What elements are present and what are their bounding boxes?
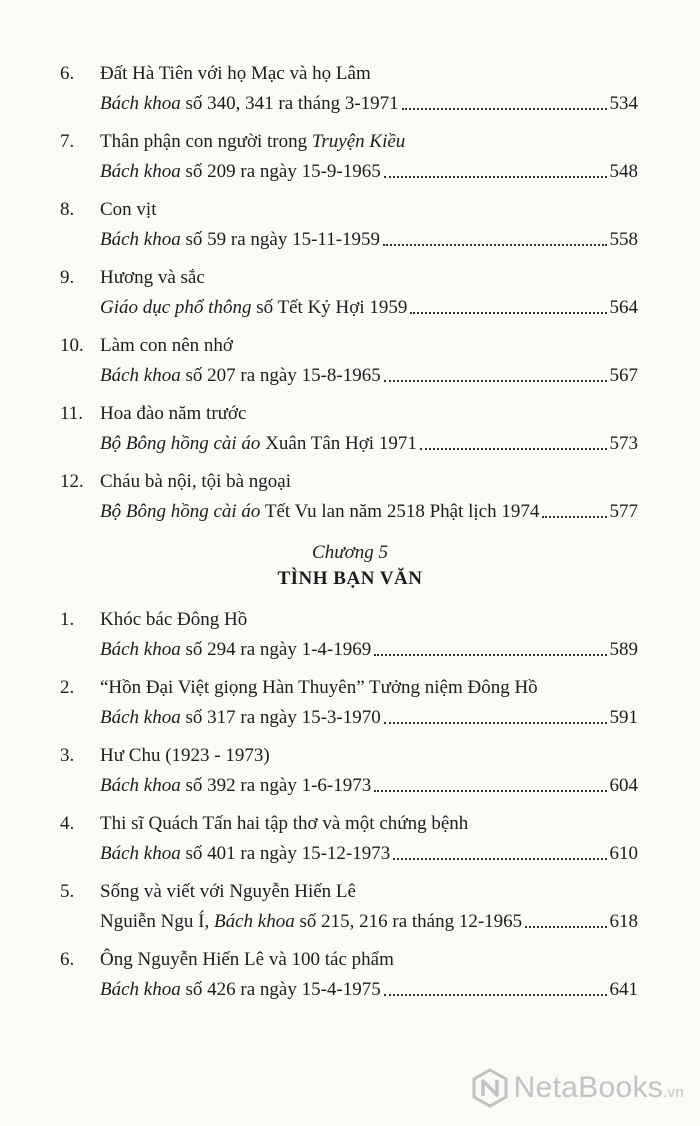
entry-title-part: Thi sĩ Quách Tấn hai tập thơ và một chứng bệnh bbox=[100, 813, 469, 834]
entry-source-line bbox=[100, 160, 638, 184]
chapter-label: Chương 5 bbox=[312, 542, 388, 563]
dot-leader bbox=[525, 926, 606, 928]
entry-source-part: Bộ Bông hồng cài áo bbox=[100, 433, 261, 454]
entry-title-part: Truyện Kiều bbox=[311, 131, 406, 152]
entry-source bbox=[100, 706, 381, 730]
entry-title-part: Sống và viết với Nguyễn Hiến Lê bbox=[100, 881, 356, 902]
entry-source-part: Bách khoa bbox=[100, 365, 181, 386]
entry-number: 7. bbox=[60, 131, 75, 152]
entry-source-part: số 317 ra ngày 15-3-1970 bbox=[180, 707, 381, 728]
entry-page-number: 567 bbox=[609, 365, 638, 386]
entry-number: 1. bbox=[60, 609, 75, 630]
dot-leader bbox=[393, 858, 606, 860]
entry-number: 12. bbox=[60, 471, 84, 492]
entry-number: 2. bbox=[60, 677, 75, 698]
entry-title bbox=[100, 470, 291, 494]
entry-source-part: Nguiễn Ngu Í, bbox=[100, 911, 214, 932]
entry-page-number: 610 bbox=[609, 843, 638, 864]
entry-source-part: số 340, 341 ra tháng 3-1971 bbox=[180, 93, 399, 114]
entry-page-number: 577 bbox=[609, 501, 638, 522]
entry-source-line bbox=[100, 706, 638, 730]
entry-source-part: số 294 ra ngày 1-4-1969 bbox=[180, 639, 372, 660]
entry-source-part: số 426 ra ngày 15-4-1975 bbox=[180, 979, 381, 1000]
entry-source bbox=[100, 364, 381, 388]
entry-source-part: Bách khoa bbox=[100, 639, 181, 660]
entry-number: 8. bbox=[60, 199, 75, 220]
entry-source-line bbox=[100, 774, 638, 798]
dot-leader bbox=[402, 108, 607, 110]
entry-source-line bbox=[100, 500, 638, 524]
entry-source-part: số Tết Kỷ Hợi 1959 bbox=[251, 297, 408, 318]
entry-source bbox=[100, 92, 399, 116]
entry-page-number: 534 bbox=[609, 93, 638, 114]
entry-title bbox=[100, 744, 270, 768]
entry-source-line bbox=[100, 842, 638, 866]
dot-leader bbox=[384, 380, 607, 382]
entry-title bbox=[100, 812, 468, 836]
dot-leader bbox=[374, 654, 606, 656]
entry-source-part: Tết Vu lan năm 2518 Phật lịch 1974 bbox=[260, 501, 540, 522]
entry-number: 6. bbox=[60, 63, 75, 84]
entry-source-line bbox=[100, 978, 638, 1002]
entry-title bbox=[100, 198, 156, 222]
entry-source-part: Giáo dục phổ thông bbox=[100, 297, 252, 318]
watermark bbox=[470, 1068, 684, 1108]
watermark-suffix: .vn bbox=[663, 1084, 684, 1101]
dot-leader bbox=[384, 994, 607, 996]
entry-source-part: Xuân Tân Hợi 1971 bbox=[260, 433, 417, 454]
entry-title bbox=[100, 130, 405, 154]
entry-number: 3. bbox=[60, 745, 75, 766]
entry-source-part: số 209 ra ngày 15-9-1965 bbox=[180, 161, 381, 182]
entry-source-part: số 401 ra ngày 15-12-1973 bbox=[180, 843, 391, 864]
entry-number: 11. bbox=[60, 403, 84, 424]
entry-source bbox=[100, 638, 371, 662]
entry-number: 10. bbox=[60, 335, 84, 356]
entry-source bbox=[100, 432, 417, 456]
entry-source-line bbox=[100, 364, 638, 388]
dot-leader bbox=[384, 176, 607, 178]
entry-source bbox=[100, 910, 522, 934]
watermark-brand: NetaBooks bbox=[513, 1071, 664, 1104]
entry-page-number: 604 bbox=[609, 775, 638, 796]
chapter-title: TÌNH BẠN VĂN bbox=[277, 568, 423, 589]
entry-source-part: Bách khoa bbox=[100, 707, 181, 728]
entry-source-part: Bộ Bông hồng cài áo bbox=[100, 501, 261, 522]
entry-number: 6. bbox=[60, 949, 75, 970]
dot-leader bbox=[420, 448, 607, 450]
entry-title bbox=[100, 608, 247, 632]
entry-page-number: 641 bbox=[609, 979, 638, 1000]
entry-page-number: 564 bbox=[609, 297, 638, 318]
entry-page-number: 591 bbox=[609, 707, 638, 728]
entry-source-line bbox=[100, 910, 638, 934]
entry-title-part: Hương và sắc bbox=[100, 267, 205, 288]
entry-number: 5. bbox=[60, 881, 75, 902]
entry-source-part: số 215, 216 ra tháng 12-1965 bbox=[294, 911, 523, 932]
entry-title bbox=[100, 402, 246, 426]
entry-title-part: Làm con nên nhớ bbox=[100, 335, 233, 356]
entry-source-part: Bách khoa bbox=[213, 911, 295, 932]
entry-title-part: “Hồn Đại Việt giọng Hàn Thuyên” Tưởng niệm Đông Hồ bbox=[100, 677, 538, 698]
dot-leader bbox=[384, 722, 607, 724]
entry-source-part: số 207 ra ngày 15-8-1965 bbox=[180, 365, 381, 386]
entry-title bbox=[100, 266, 205, 290]
entry-page-number: 573 bbox=[609, 433, 638, 454]
entry-source-line bbox=[100, 432, 638, 456]
entry-source-line bbox=[100, 228, 638, 252]
dot-leader bbox=[383, 244, 606, 246]
entry-page-number: 558 bbox=[609, 229, 638, 250]
entry-source-part: Bách khoa bbox=[100, 93, 181, 114]
entry-source-part: Bách khoa bbox=[100, 979, 181, 1000]
entry-title-part: Cháu bà nội, tội bà ngoại bbox=[100, 471, 292, 492]
entry-source bbox=[100, 160, 381, 184]
watermark-text bbox=[514, 1071, 684, 1105]
entry-title-part: Đất Hà Tiên với họ Mạc và họ Lâm bbox=[100, 63, 371, 84]
entry-source-line bbox=[100, 296, 638, 320]
entry-source bbox=[100, 842, 390, 866]
entry-source bbox=[100, 296, 407, 320]
entry-number: 9. bbox=[60, 267, 75, 288]
entry-page-number: 618 bbox=[609, 911, 638, 932]
entry-source-line bbox=[100, 92, 638, 116]
entry-page-number: 548 bbox=[609, 161, 638, 182]
entry-source bbox=[100, 228, 380, 252]
entry-title bbox=[100, 62, 371, 86]
entry-source-line bbox=[100, 638, 638, 662]
entry-title bbox=[100, 334, 233, 358]
entry-title bbox=[100, 880, 356, 904]
entry-title-part: Con vịt bbox=[100, 199, 157, 220]
entry-title-part: Thân phận con người trong bbox=[100, 131, 312, 152]
entry-source-part: số 59 ra ngày 15-11-1959 bbox=[180, 229, 381, 250]
entry-source bbox=[100, 978, 381, 1002]
entry-source-part: Bách khoa bbox=[100, 843, 181, 864]
dot-leader bbox=[542, 516, 606, 518]
entry-source bbox=[100, 774, 371, 798]
dot-leader bbox=[410, 312, 606, 314]
entry-source-part: Bách khoa bbox=[100, 229, 181, 250]
entry-source bbox=[100, 500, 539, 524]
entry-title-part: Khóc bác Đông Hồ bbox=[100, 609, 248, 630]
entry-source-part: Bách khoa bbox=[100, 161, 181, 182]
entry-title bbox=[100, 948, 394, 972]
entry-source-part: số 392 ra ngày 1-6-1973 bbox=[180, 775, 372, 796]
entry-title bbox=[100, 676, 538, 700]
entry-source-part: Bách khoa bbox=[100, 775, 181, 796]
entry-number: 4. bbox=[60, 813, 75, 834]
entry-page-number: 589 bbox=[609, 639, 638, 660]
netabooks-logo-icon bbox=[470, 1068, 510, 1108]
entry-title-part: Hoa đào năm trước bbox=[100, 403, 247, 424]
dot-leader bbox=[374, 790, 606, 792]
entry-title-part: Ông Nguyễn Hiến Lê và 100 tác phẩm bbox=[100, 949, 394, 970]
entry-title-part: Hư Chu (1923 - 1973) bbox=[100, 745, 270, 766]
